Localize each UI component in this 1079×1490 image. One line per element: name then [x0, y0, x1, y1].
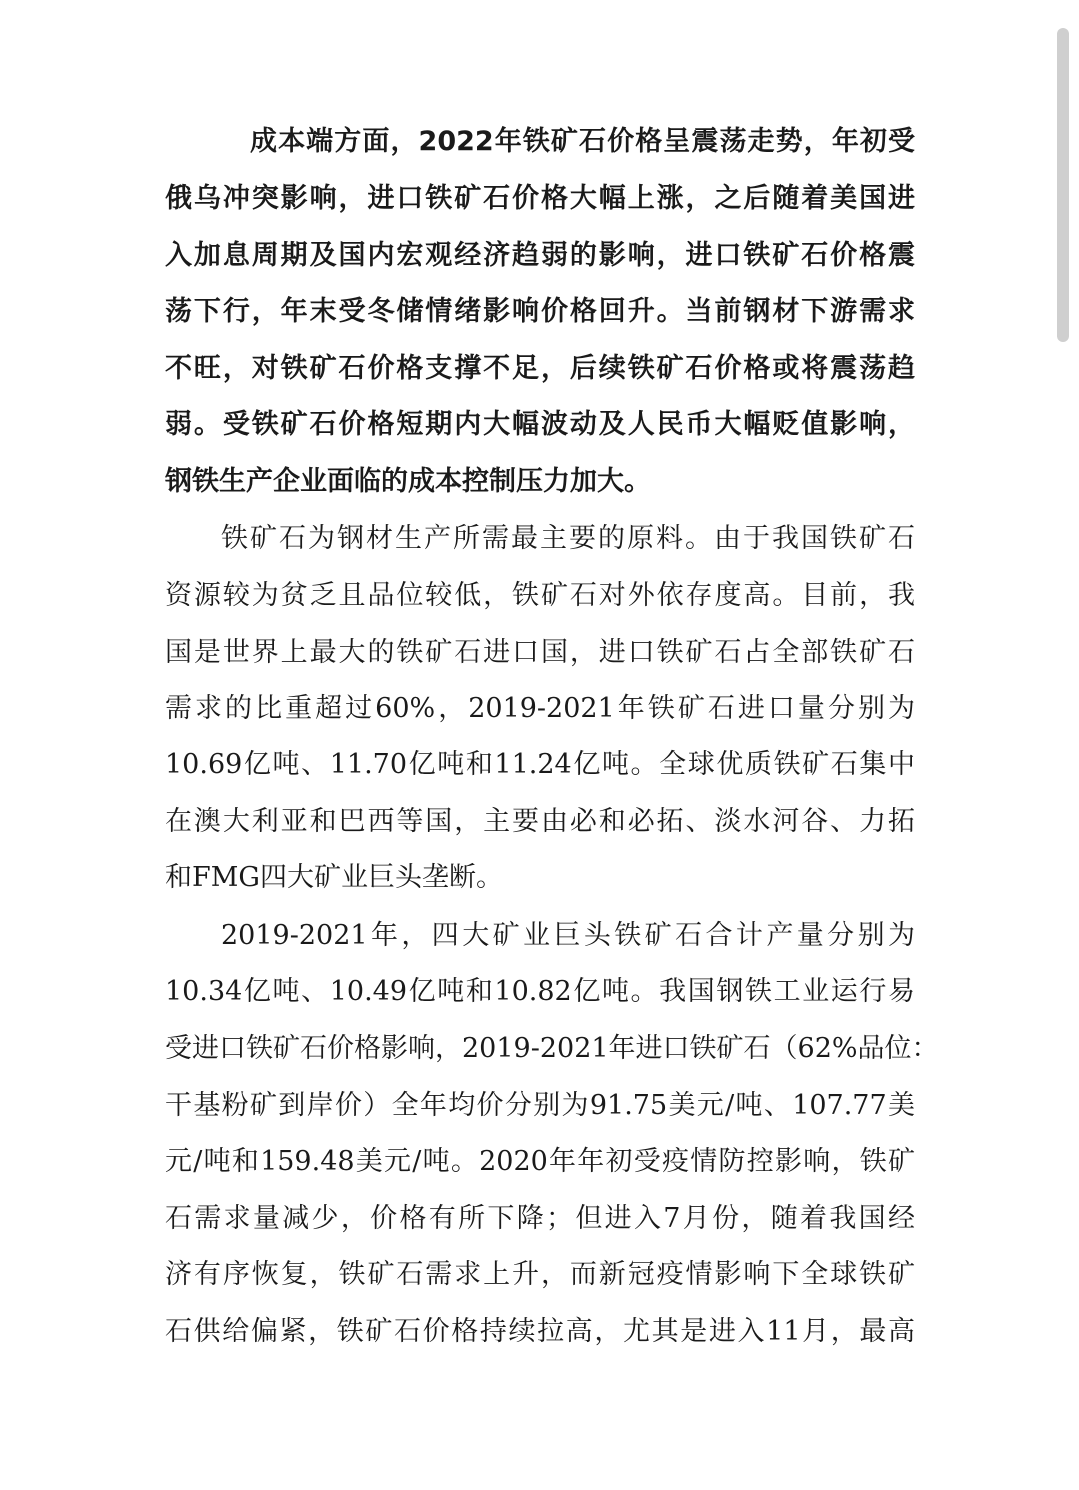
paragraph-line: 石需求量减少，价格有所下降；但进入7月份，随着我国经: [165, 1203, 915, 1234]
paragraph-line: 干基粉矿到岸价）全年均价分别为91.75美元/吨、107.77美: [165, 1090, 915, 1121]
scrollbar-thumb[interactable]: [1057, 28, 1069, 342]
paragraph-line: 国是世界上最大的铁矿石进口国，进口铁矿石占全部铁矿石: [165, 637, 915, 668]
paragraph-line: 在澳大利亚和巴西等国，主要由必和必拓、淡水河谷、力拓: [165, 806, 915, 837]
paragraph-line: 需求的比重超过60%，2019-2021年铁矿石进口量分别为: [165, 693, 915, 724]
paragraph-line: 济有序恢复，铁矿石需求上升，而新冠疫情影响下全球铁矿: [165, 1259, 915, 1290]
paragraph-line: 钢铁生产企业面临的成本控制压力加大。: [165, 466, 651, 497]
paragraph-line: 资源较为贫乏且品位较低，铁矿石对外依存度高。目前，我: [165, 580, 915, 611]
paragraph-line: 10.69亿吨、11.70亿吨和11.24亿吨。全球优质铁矿石集中: [165, 749, 915, 780]
paragraph-line: 2019-2021年，四大矿业巨头铁矿石合计产量分别为: [221, 920, 915, 951]
paragraph-line: 铁矿石为钢材生产所需最主要的原料。由于我国铁矿石: [221, 523, 915, 554]
paragraph-line: 10.34亿吨、10.49亿吨和10.82亿吨。我国钢铁工业运行易: [165, 976, 915, 1007]
paragraph-line: 不旺，对铁矿石价格支撑不足，后续铁矿石价格或将震荡趋: [165, 353, 915, 384]
paragraph-line: 荡下行，年末受冬储情绪影响价格回升。当前钢材下游需求: [165, 296, 915, 327]
paragraph-line: 俄乌冲突影响，进口铁矿石价格大幅上涨，之后随着美国进: [165, 183, 915, 214]
paragraph-line: 受进口铁矿石价格影响，2019-2021年进口铁矿石（62%品位：: [165, 1033, 939, 1064]
paragraph-line: 入加息周期及国内宏观经济趋弱的影响，进口铁矿石价格震: [165, 240, 915, 271]
paragraph-line: 成本端方面，2022年铁矿石价格呈震荡走势，年初受: [250, 126, 915, 157]
paragraph-line: 和FMG四大矿业巨头垄断。: [165, 862, 503, 893]
paragraph-line: 元/吨和159.48美元/吨。2020年年初受疫情防控影响，铁矿: [165, 1146, 915, 1177]
paragraph-line: 弱。受铁矿石价格短期内大幅波动及人民币大幅贬值影响，: [165, 409, 915, 440]
paragraph-line: 石供给偏紧，铁矿石价格持续拉高，尤其是进入11月，最高: [165, 1316, 915, 1347]
